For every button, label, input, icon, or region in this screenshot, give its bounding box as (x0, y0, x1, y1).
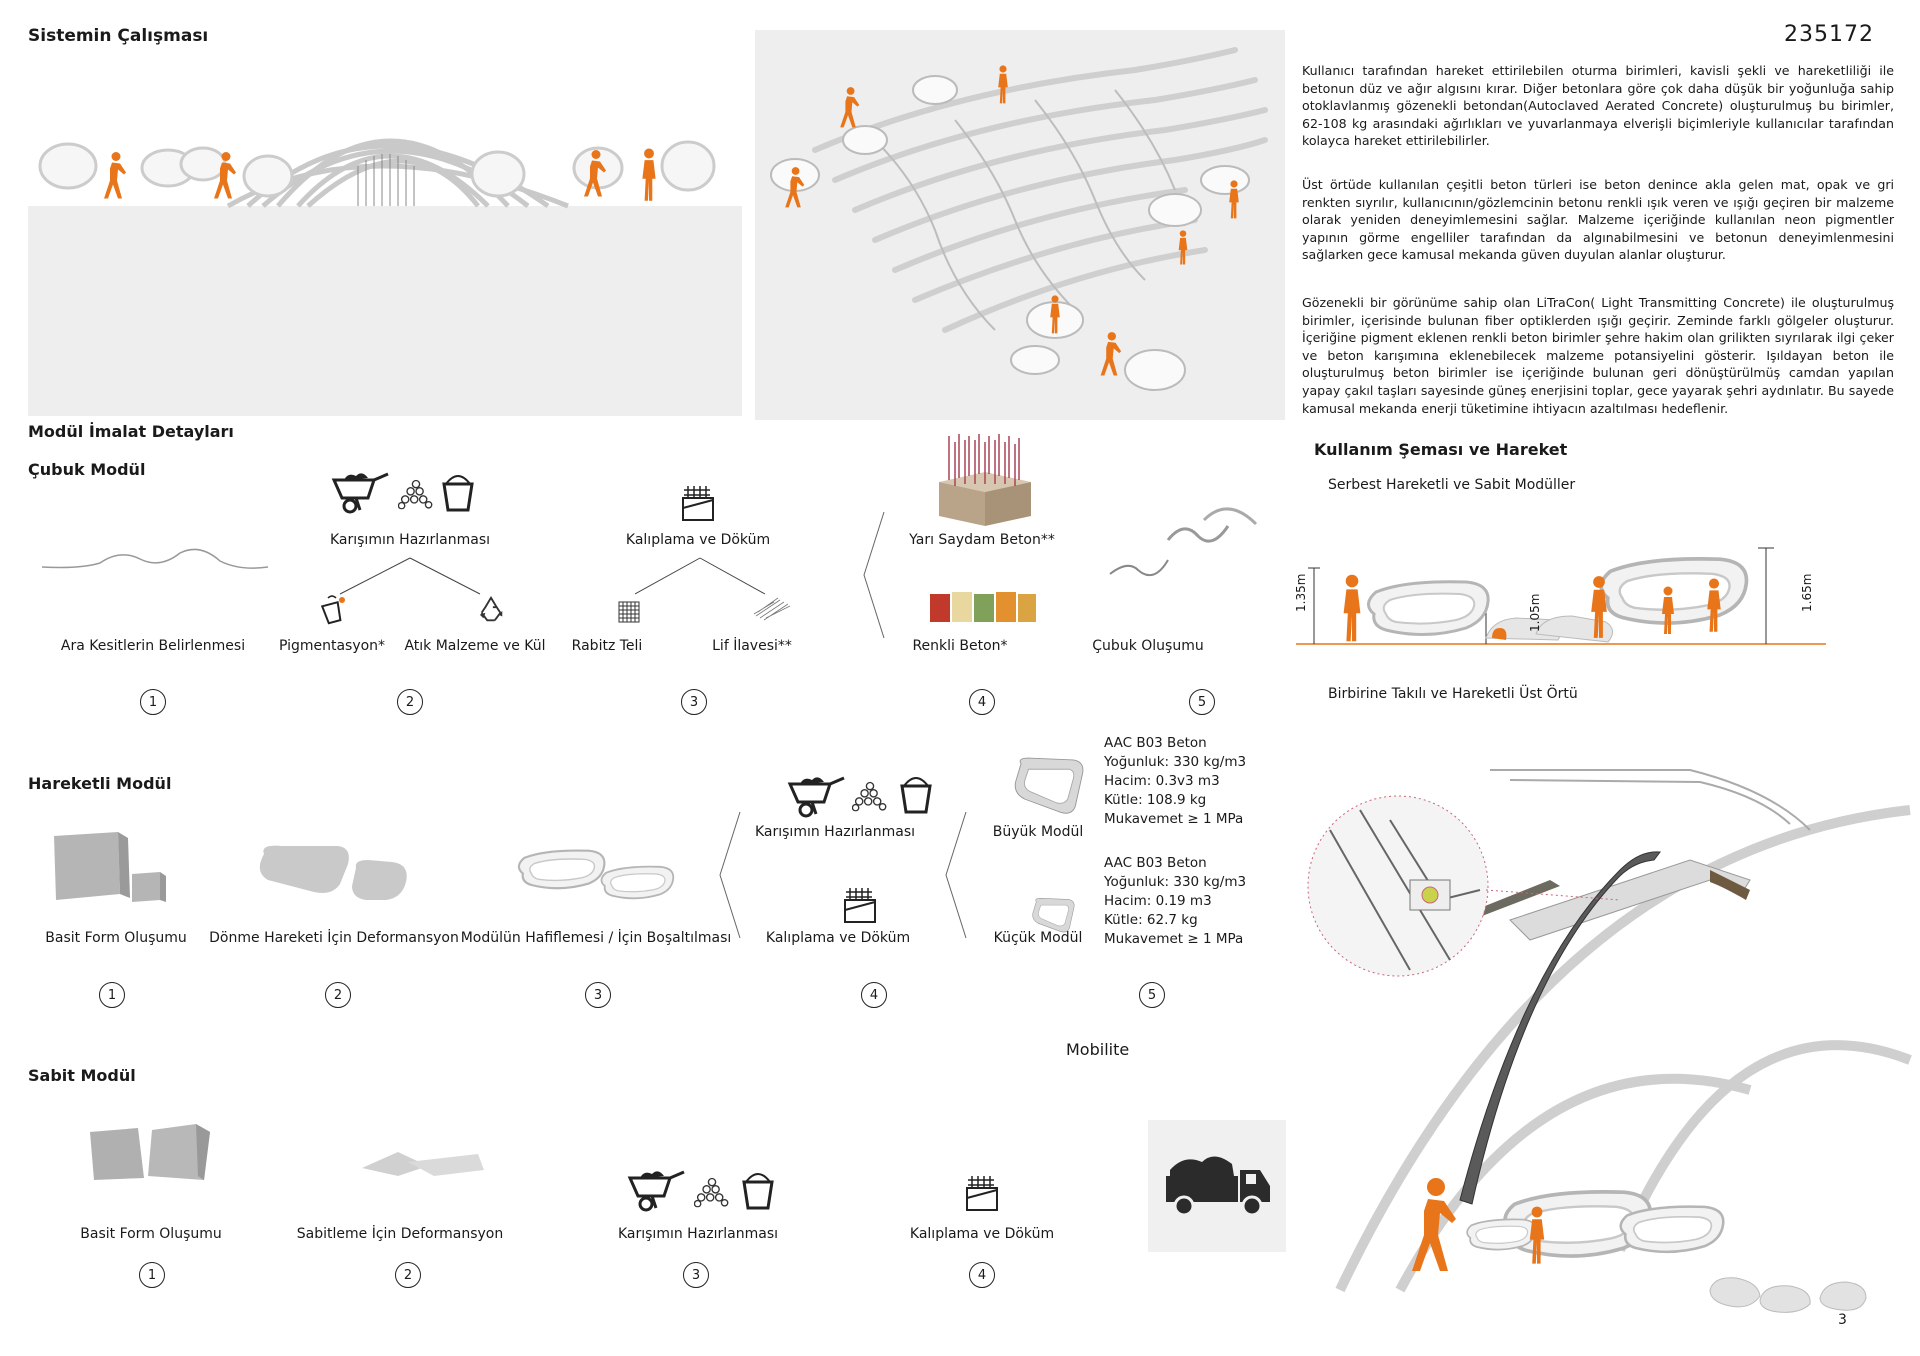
rod-step4-a-label: Yarı Saydam Beton** (909, 532, 1055, 548)
page-number: 3 (1838, 1312, 1847, 1328)
project-code: 235172 (1784, 22, 1874, 47)
step-number: 4 (969, 1262, 995, 1288)
gravel-icon (852, 780, 888, 812)
spec-line: Mukavemet ≥ 1 MPa (1104, 931, 1244, 947)
dimension-label-2: 1.05m (1528, 593, 1542, 632)
translucent-concrete-icon (935, 432, 1035, 528)
hollow-modules-icon (510, 842, 680, 906)
description-paragraph-1: Kullanıcı tarafından hareket ettirilebilen oturma birimleri, kavisli şekli ve hareketliliği ile betonun düz ve ağır algısını kırar. Diğer betonlara göre çok daha düşük bir yoğunluğa sahip otoklavlanmış gözenekli betondan(Autoclaved Aerated Concrete) oluşturulmuş bu birimler, 62-108 kg arasındaki ağırlıkları ve yuvarlanmaya elverişli biçimleriyle kullanıcılar tarafından kolayca hareket ettirilebilirler. (1302, 63, 1894, 149)
fixed-box-forms-icon (86, 1118, 216, 1184)
rod-step1-label: Ara Kesitlerin Belirlenmesi (60, 638, 246, 654)
pigment-icon (318, 594, 348, 626)
gravel-icon (694, 1176, 730, 1208)
moving-module-title: Hareketli Modül (28, 774, 172, 793)
bucket-icon (440, 472, 476, 512)
rod-step3-b-label: Lif İlavesi** (712, 638, 792, 654)
wheelbarrow-icon (786, 774, 846, 818)
dimension-label-1: 1.35m (1294, 573, 1308, 612)
wheelbarrow-icon (626, 1168, 686, 1212)
step-number: 1 (140, 689, 166, 715)
section-curve-icon (40, 545, 270, 575)
rod-module-title: Çubuk Modül (28, 460, 146, 479)
moving-step2-label: Dönme Hareketi İçin Deformansyon (209, 930, 459, 946)
rod-step3-top-label: Kalıplama ve Döküm (625, 532, 771, 548)
big-module-spec (1104, 734, 1246, 829)
rod-curves-icon (1108, 500, 1258, 590)
moving-step4-b-label: Kalıplama ve Döküm (765, 930, 911, 946)
spec-line: AAC B03 Beton (1104, 855, 1207, 871)
spec-line: Yoğunluk: 330 kg/m3 (1104, 754, 1247, 770)
spec-line: Hacim: 0.3v3 m3 (1104, 773, 1220, 789)
recycle-icon (476, 594, 506, 624)
usage-title: Kullanım Şeması ve Hareket (1314, 440, 1568, 459)
bucket-icon (898, 774, 934, 814)
colored-concrete-icon (928, 590, 1038, 626)
spec-line: Kütle: 108.9 kg (1104, 792, 1207, 808)
mold-icon (842, 886, 878, 924)
step-number: 1 (99, 982, 125, 1008)
dimension-label-3: 1.65m (1800, 573, 1814, 612)
rod-step4-b-label: Renkli Beton* (912, 638, 1008, 654)
chevron-left-icon (718, 810, 742, 940)
truck-icon (1148, 1120, 1286, 1252)
usage-diagram (1296, 530, 1826, 670)
moving-step1-label: Basit Form Oluşumu (45, 930, 187, 946)
step-number: 4 (861, 982, 887, 1008)
gravel-icon (398, 478, 434, 510)
moving-step4-a-label: Karışımın Hazırlanması (754, 824, 916, 840)
spec-line: Yoğunluk: 330 kg/m3 (1104, 874, 1247, 890)
step-number: 2 (397, 689, 423, 715)
step-number: 5 (1189, 689, 1215, 715)
step-number: 5 (1139, 982, 1165, 1008)
render-elevation (28, 56, 742, 416)
chevron-left-icon (944, 810, 968, 940)
spec-line: Kütle: 62.7 kg (1104, 912, 1198, 928)
big-module-icon (1008, 752, 1092, 822)
mold-icon (680, 484, 716, 522)
step-number: 2 (325, 982, 351, 1008)
usage-subtitle-2: Birbirine Takılı ve Hareketli Üst Örtü (1328, 686, 1578, 702)
step-number: 3 (683, 1262, 709, 1288)
moving-step5-a-label: Büyük Modül (992, 824, 1084, 840)
step-number: 3 (681, 689, 707, 715)
rod-step5-label: Çubuk Oluşumu (1092, 638, 1204, 654)
bucket-icon (740, 1170, 776, 1210)
fixed-module-title: Sabit Modül (28, 1066, 136, 1085)
wheelbarrow-icon (330, 470, 390, 514)
spec-line: Mukavemet ≥ 1 MPa (1104, 811, 1244, 827)
fixed-step4-label: Kalıplama ve Döküm (909, 1226, 1055, 1242)
usage-subtitle-1: Serbest Hareketli ve Sabit Modüller (1328, 477, 1576, 493)
chevron-left-icon (862, 510, 886, 640)
moving-step3-label: Modülün Hafiflemesi / İçin Boşaltılması (460, 930, 732, 946)
branch-lines (330, 556, 490, 596)
spec-line: Hacim: 0.19 m3 (1104, 893, 1212, 909)
description-paragraph-3: Gözenekli bir görünüme sahip olan LiTraCon( Light Transmitting Concrete) ile oluşturulmuş birimler, içerisinde bulunan fiber optiklerden ışığı geçirir. Zeminde farklı gölgeler oluşturur. İçeriğine pigment eklenen renkli beton birimler şehre hakim olan grilikten sıyrılarak ilgi çeker ve beton karışımına eklenebilecek malzeme potansiyelini gösterir. Işıldayan beton ile oluşturulmuş beton birimler ise içeriğinde bulunan geri dönüştürülmüş camdan yapılan yapay çakıl taşları sayesinde güneş enerjisini toplar, gece yayarak şehri aydınlatır. Bu sayede kamusal mekanda enerji tüketimine ihtiyacın azaltılması hedeflenir. (1302, 295, 1894, 416)
fixed-step1-label: Basit Form Oluşumu (80, 1226, 222, 1242)
fixed-step2-label: Sabitleme İçin Deformansyon (296, 1226, 504, 1242)
fixed-step3-label: Karışımın Hazırlanması (617, 1226, 779, 1242)
small-module-spec (1104, 854, 1246, 949)
deformed-forms-icon (252, 842, 412, 906)
step-number: 3 (585, 982, 611, 1008)
spec-line: AAC B03 Beton (1104, 735, 1207, 751)
fiber-icon (752, 596, 792, 622)
rod-step2-top-label: Karışımın Hazırlanması (329, 532, 491, 548)
moving-step5-b-label: Küçük Modül (993, 930, 1083, 946)
canopy-axonometric (1290, 730, 1920, 1330)
production-title: Modül İmalat Detayları (28, 422, 234, 441)
mesh-icon (617, 600, 641, 624)
box-forms-icon (48, 826, 168, 906)
description-paragraph-2: Üst örtüde kullanılan çeşitli beton türleri ise beton denince akla gelen mat, opak ve gri renkten sıyrılır, kullanıcının/gözlemcinin betonu renkli ışık veren ve ışığı geçiren bir malzeme olarak yeniden deneyimlemesini sağlar. Malzeme içeriğinde kullanılan neon pigmentler yapının görme engelliler tarafından da algınabilmesini ve betonun deneyimlenmesini sağlarken gece kamusal mekanda güven duyulan alanlar oluşturur. (1302, 177, 1894, 263)
mold-icon (964, 1174, 1000, 1212)
step-number: 2 (395, 1262, 421, 1288)
rod-step2-b-label: Atık Malzeme ve Kül (404, 638, 546, 654)
rod-step3-a-label: Rabitz Teli (571, 638, 643, 654)
rod-step2-a-label: Pigmentasyon* (278, 638, 386, 654)
step-number: 1 (139, 1262, 165, 1288)
step-number: 4 (969, 689, 995, 715)
flat-forms-icon (358, 1148, 488, 1178)
mobility-label: Mobilite (1066, 1040, 1130, 1059)
render-perspective (755, 30, 1285, 420)
page-title: Sistemin Çalışması (28, 26, 209, 46)
branch-lines (625, 556, 775, 596)
truck-panel (1148, 1120, 1286, 1252)
